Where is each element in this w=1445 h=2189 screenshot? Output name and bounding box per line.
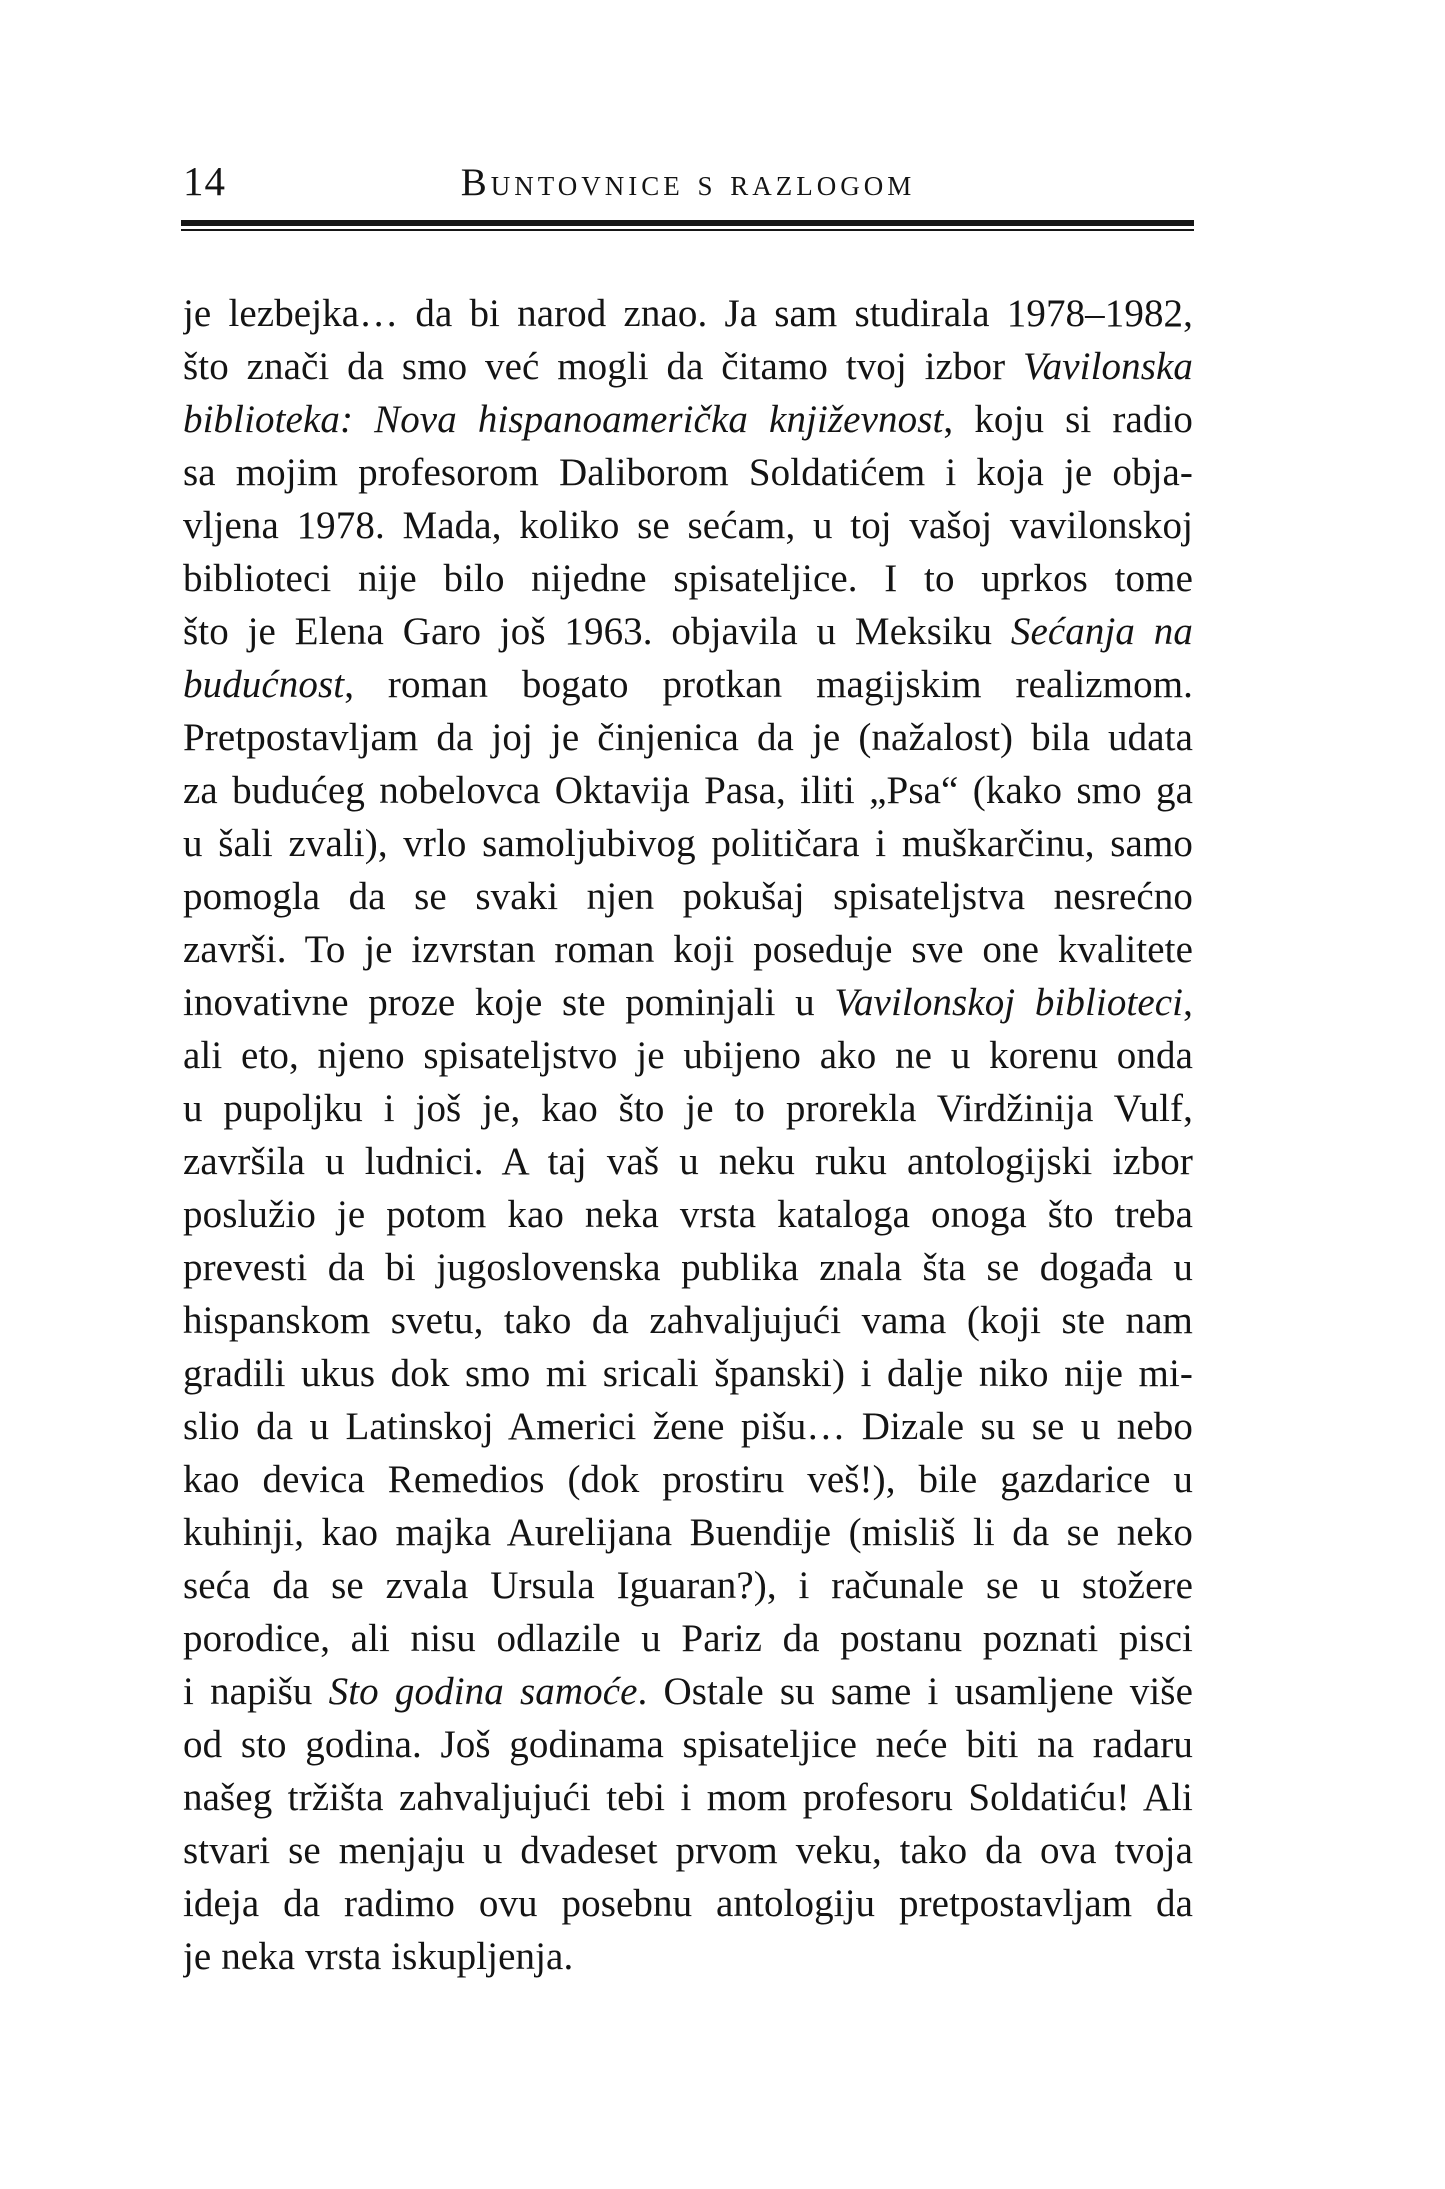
text-line	[183, 1400, 1193, 1453]
text-line	[183, 711, 1193, 764]
text-segment: kao devica Remedios (dok prostiru veš!), bile gazdarice u	[183, 1458, 1193, 1501]
text-line	[183, 976, 1193, 1029]
running-header-title: Buntovnice s razlogom	[460, 161, 916, 204]
text-segment: Pretpostavljam da joj je činjenica da je (nažalost) bila udata	[183, 716, 1193, 759]
text-segment: što znači da smo već mogli da čitamo tvoj izbor	[183, 345, 1024, 388]
text-segment: porodice, ali nisu odlazile u Pariz da postanu poznati pisci	[183, 1617, 1193, 1660]
text-segment: u pupoljku i još je, kao što je to prorekla Virdžinija Vulf,	[183, 1087, 1193, 1130]
text-line	[183, 1877, 1193, 1930]
text-segment: vljena 1978. Mada, koliko se sećam, u toj vašoj vavilonskoj	[183, 504, 1193, 547]
text-line	[183, 1612, 1193, 1665]
text-line	[183, 499, 1193, 552]
text-line	[183, 1453, 1193, 1506]
text-line	[183, 340, 1193, 393]
text-segment: je lezbejka… da bi narod znao. Ja sam studirala 1978–1982,	[183, 292, 1193, 335]
text-line	[183, 1347, 1193, 1400]
text-segment: sa mojim profesorom Daliborom Soldatićem i koja je obja-	[183, 451, 1193, 494]
text-segment: stvari se menjaju u dvadeset prvom veku, tako da ova tvoja	[183, 1829, 1193, 1872]
text-segment: , roman bogato protkan magijskim realizmom.	[344, 663, 1193, 706]
text-segment: slio da u Latinskoj Americi žene pišu… Dizale su se u nebo	[183, 1405, 1193, 1448]
text-segment: pomogla da se svaki njen pokušaj spisateljstva nesrećno	[183, 875, 1193, 918]
text-segment: kuhinji, kao majka Aurelijana Buendije (misliš li da se neko	[183, 1511, 1193, 1554]
page-number: 14	[183, 158, 226, 204]
text-line	[183, 1665, 1193, 1718]
text-segment: ali eto, njeno spisateljstvo je ubijeno ako ne u korenu onda	[183, 1034, 1193, 1077]
italic-text-segment: Vavilonskoj biblioteci	[834, 981, 1184, 1024]
text-segment: je neka vrsta iskupljenja.	[183, 1935, 574, 1978]
text-segment: našeg tržišta zahvaljujući tebi i mom profesoru Soldatiću! Ali	[183, 1776, 1193, 1819]
text-segment: prevesti da bi jugoslovenska publika znala šta se događa u	[183, 1246, 1193, 1289]
text-segment: što je Elena Garo još 1963. objavila u Meksiku	[183, 610, 1011, 653]
text-segment: u šali zvali), vrlo samoljubivog političara i muškarčinu, samo	[183, 822, 1193, 865]
text-segment: biblioteci nije bilo nijedne spisateljice. I to uprkos tome	[183, 557, 1193, 600]
text-segment: završila u ludnici. A taj vaš u neku ruku antologijski izbor	[183, 1140, 1193, 1183]
text-segment: seća da se zvala Ursula Iguaran?), i računale se u stožere	[183, 1564, 1193, 1607]
header-rule-thin-line	[181, 229, 1194, 231]
text-line	[183, 1506, 1193, 1559]
text-line	[183, 1771, 1193, 1824]
text-segment: za budućeg nobelovca Oktavija Pasa, iliti „Psa“ (kako smo ga	[183, 769, 1193, 812]
text-line	[183, 1135, 1193, 1188]
text-segment: hispanskom svetu, tako da zahvaljujući vama (koji ste nam	[183, 1299, 1193, 1342]
text-line	[183, 1188, 1193, 1241]
italic-text-segment: budućnost	[183, 663, 345, 706]
text-line	[183, 1082, 1193, 1135]
text-line	[183, 1718, 1193, 1771]
text-segment: od sto godina. Još godinama spisateljice neće biti na radaru	[183, 1723, 1193, 1766]
text-segment: , koju si radio	[943, 398, 1193, 441]
text-segment: ,	[1183, 981, 1193, 1024]
italic-text-segment: Sto godina samoće	[328, 1670, 638, 1713]
text-line	[183, 287, 1193, 340]
text-line	[183, 1930, 1193, 1983]
text-line	[183, 1824, 1193, 1877]
text-segment: poslužio je potom kao neka vrsta kataloga onoga što treba	[183, 1193, 1193, 1236]
text-segment: ideja da radimo ovu posebnu antologiju pretpostavljam da	[183, 1882, 1193, 1925]
text-line	[183, 1294, 1193, 1347]
italic-text-segment: biblioteka: Nova hispanoamerička književnost	[183, 398, 944, 441]
text-line	[183, 817, 1193, 870]
page-header	[183, 152, 1193, 202]
text-segment: završi. To je izvrstan roman koji poseduje sve one kvalitete	[183, 928, 1193, 971]
text-line	[183, 658, 1193, 711]
header-rule	[181, 220, 1194, 231]
text-line	[183, 552, 1193, 605]
text-segment: gradili ukus dok smo mi sricali španski) i dalje niko nije mi-	[183, 1352, 1193, 1395]
text-line	[183, 1029, 1193, 1082]
italic-text-segment: Vavilonska	[1023, 345, 1193, 388]
text-segment: inovativne proze koje ste pominjali u	[183, 981, 835, 1024]
text-line	[183, 923, 1193, 976]
text-line	[183, 605, 1193, 658]
text-line	[183, 1559, 1193, 1612]
text-line	[183, 764, 1193, 817]
text-segment: i napišu	[183, 1670, 329, 1713]
text-line	[183, 1241, 1193, 1294]
text-segment: . Ostale su same i usamljene više	[637, 1670, 1193, 1713]
text-line	[183, 446, 1193, 499]
text-line	[183, 870, 1193, 923]
text-line	[183, 393, 1193, 446]
body-text	[183, 287, 1193, 1983]
italic-text-segment: Sećanja na	[1010, 610, 1193, 653]
